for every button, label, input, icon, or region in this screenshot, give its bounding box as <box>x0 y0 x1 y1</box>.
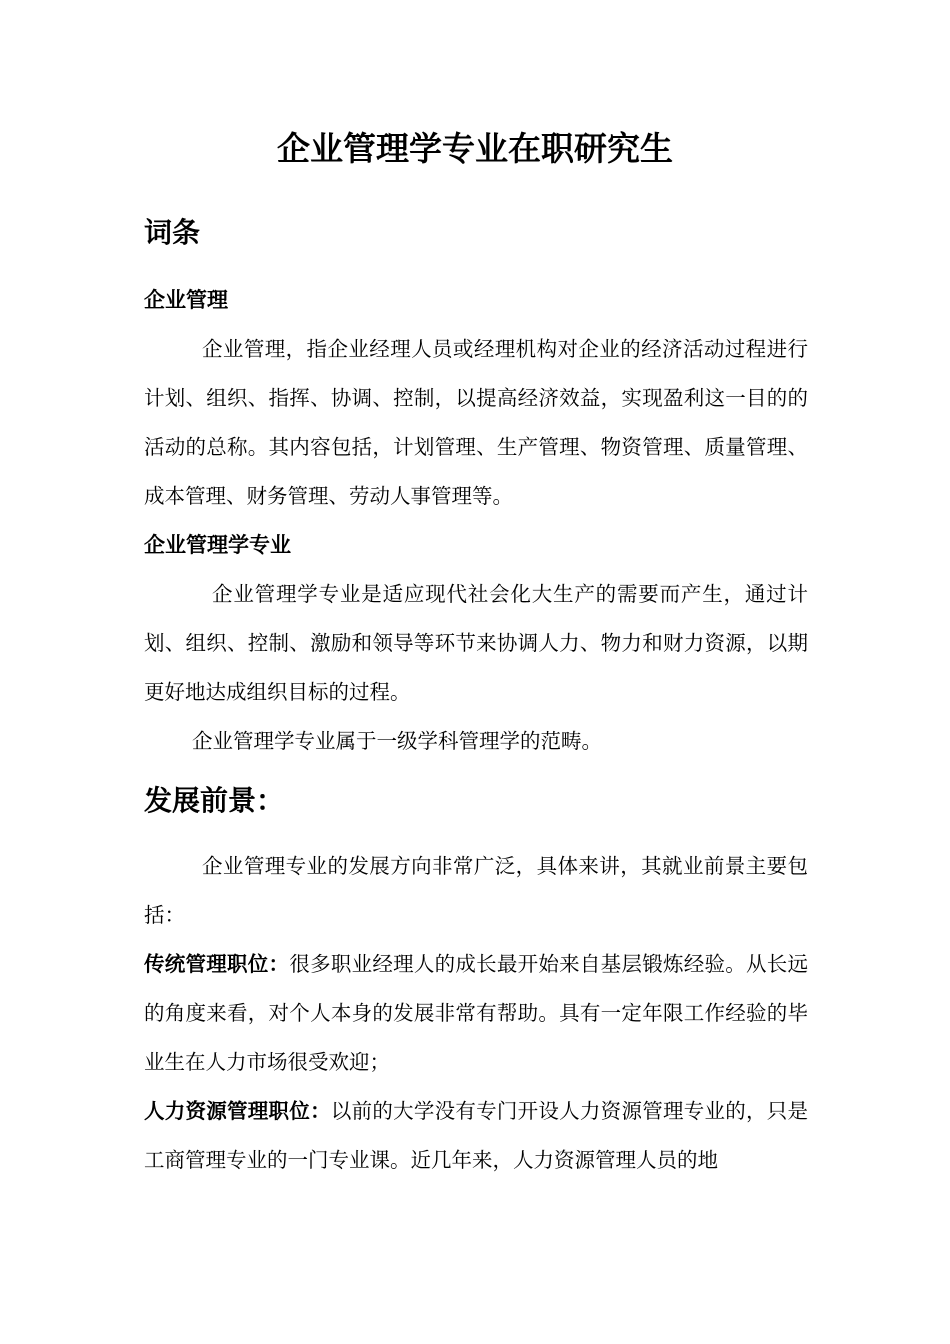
text-traditional-management: 很多职业经理人的成长最开始来自基层锻炼经验。从长远的角度来看，对个人本身的发展非常有帮助。具有一定年限工作经验的毕业生在人力市场很受欢迎； <box>144 952 809 1074</box>
paragraph-enterprise-management-definition: 企业管理，指企业经理人员或经理机构对企业的经济活动过程进行计划、组织、指挥、协调、控制，以提高经济效益，实现盈利这一目的的活动的总称。其内容包括，计划管理、生产管理、物资管理、质量管理、成本管理、财务管理、劳动人事管理等。 <box>144 337 808 508</box>
label-traditional-management: 传统管理职位： <box>144 952 290 976</box>
subheading-enterprise-management-major: 企业管理学专业 <box>144 532 291 557</box>
paragraph-traditional-management <box>144 940 808 1087</box>
section-heading-entry: 词条 <box>144 216 201 249</box>
paragraph-major-description: 企业管理学专业是适应现代社会化大生产的需要而产生，通过计划、组织、控制、激励和领导等环节来协调人力、物力和财力资源，以期更好地达成组织目标的过程。 <box>144 582 808 704</box>
paragraph-prospects-intro: 企业管理专业的发展方向非常广泛，具体来讲，其就业前景主要包括： <box>144 854 808 927</box>
paragraph-major-discipline: 企业管理学专业属于一级学科管理学的范畴。 <box>192 729 602 753</box>
paragraph-hr-management <box>144 1087 808 1185</box>
document-title: 企业管理学专业在职研究生 <box>277 129 673 168</box>
label-hr-management: 人力资源管理职位： <box>144 1099 331 1123</box>
subheading-enterprise-management: 企业管理 <box>144 287 228 312</box>
section-heading-prospects: 发展前景： <box>144 784 285 817</box>
text-hr-management: 以前的大学没有专门开设人力资源管理专业的，只是工商管理专业的一门专业课。近几年来，人力资源管理人员的地 <box>144 1099 809 1172</box>
